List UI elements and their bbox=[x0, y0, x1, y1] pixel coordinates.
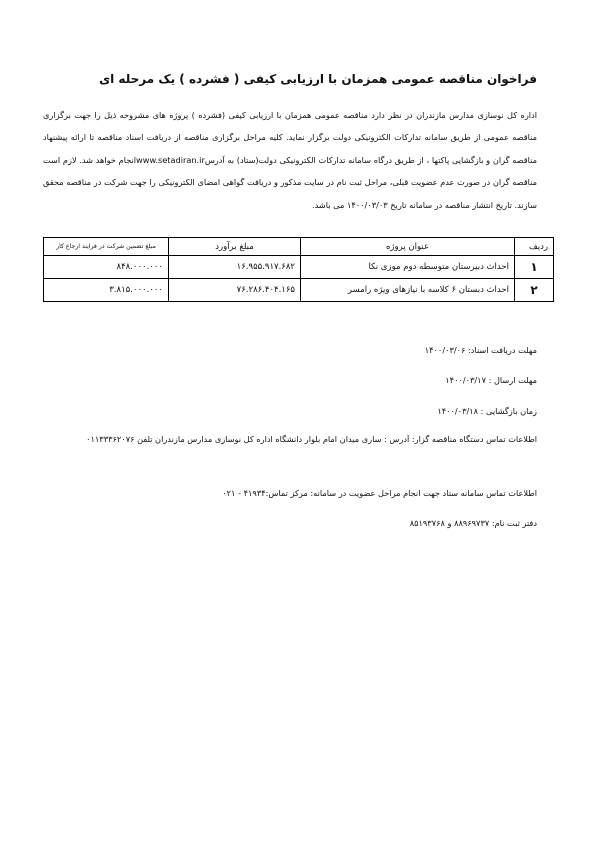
projects-table bbox=[43, 237, 554, 302]
registration-office-info: دفتر ثبت نام: ۸۸۹۶۹۷۳۷ و ۸۵۱۹۳۷۶۸ bbox=[409, 518, 537, 528]
header-project-title: عنوان پروژه bbox=[301, 238, 515, 256]
project-title: احداث دبستان ۶ کلاسه با نیازهای ویژه رامسر bbox=[301, 279, 515, 302]
authority-contact-info: اطلاعات تماس دستگاه مناقصه گزار: آدرس : ساری میدان امام بلوار دانشگاه اداره کل نوسازی مدارس مازندران تلفن ۰۱۱۳۳۳۶۲۰۷۶ bbox=[86, 434, 537, 444]
row-number: ۱ bbox=[515, 256, 554, 279]
table-row bbox=[44, 256, 554, 279]
guarantee-amount: ۳.۸۱۵.۰۰۰.۰۰۰ bbox=[44, 279, 169, 302]
estimate-amount: ۱۶.۹۵۵.۹۱۷.۶۸۲ bbox=[169, 256, 301, 279]
guarantee-amount: ۸۴۸.۰۰۰.۰۰۰ bbox=[44, 256, 169, 279]
document-title: فراخوان مناقصه عمومی همزمان با ارزیابی کیفی ( فشرده ) یک مرحله ای bbox=[99, 72, 537, 86]
header-row-number: ردیف bbox=[515, 238, 554, 256]
header-estimate: مبلغ برآورد bbox=[169, 238, 301, 256]
project-title: احداث دبیرستان متوسطه دوم موزی نکا bbox=[301, 256, 515, 279]
table-header-row bbox=[44, 238, 554, 256]
opening-time: زمان بازگشایی : ۱۴۰۰/۰۳/۱۸ bbox=[437, 406, 537, 416]
deadline-receive-docs: مهلت دریافت اسناد: ۱۴۰۰/۰۳/۰۶ bbox=[424, 345, 537, 355]
deadline-submit: مهلت ارسال : ۱۴۰۰/۰۳/۱۷ bbox=[445, 375, 537, 385]
estimate-amount: ۷۶.۲۸۶.۴۰۴.۱۶۵ bbox=[169, 279, 301, 302]
intro-paragraph: اداره کل نوسازی مدارس مازندران در نظر دارد مناقصه عمومی همزمان با ارزیابی کیفی (فشرده ) پروژه های مشروحه ذیل را جهت برگزاری مناقصه عمومی از طریق سامانه تدارکات الکترونیکی دولت برگزار نماید. کلیه مراحل برگزاری مناقصه از دریافت اسناد مناقصه تا ارائه پیشنهاد مناقصه گران و بازگشایی پاکتها ، از طریق درگاه سامانه تدارکات الکترونیکی دولت(ستاد) به آدرسwww.setadiran.irانجام خواهد شد. لازم است مناقصه گران در صورت عدم عضویت قبلی، مراحل ثبت نام در سایت مذکور و دریافت گواهی امضای الکترونیکی را جهت شرکت در مناقصه محقق سازند. تاریخ انتشار مناقصه در سامانه تاریخ ۱۴۰۰/۰۳/۰۳ می باشد. bbox=[43, 110, 538, 210]
setad-contact-info: اطلاعات تماس سامانه ستاد جهت انجام مراحل عضویت در سامانه: مرکز تماس:۴۱۹۳۴ - ۰۲۱ bbox=[222, 488, 537, 498]
table-row bbox=[44, 279, 554, 302]
row-number: ۲ bbox=[515, 279, 554, 302]
header-guarantee: مبلغ تضمین شرکت در فرایند ارجاع کار bbox=[44, 238, 169, 256]
